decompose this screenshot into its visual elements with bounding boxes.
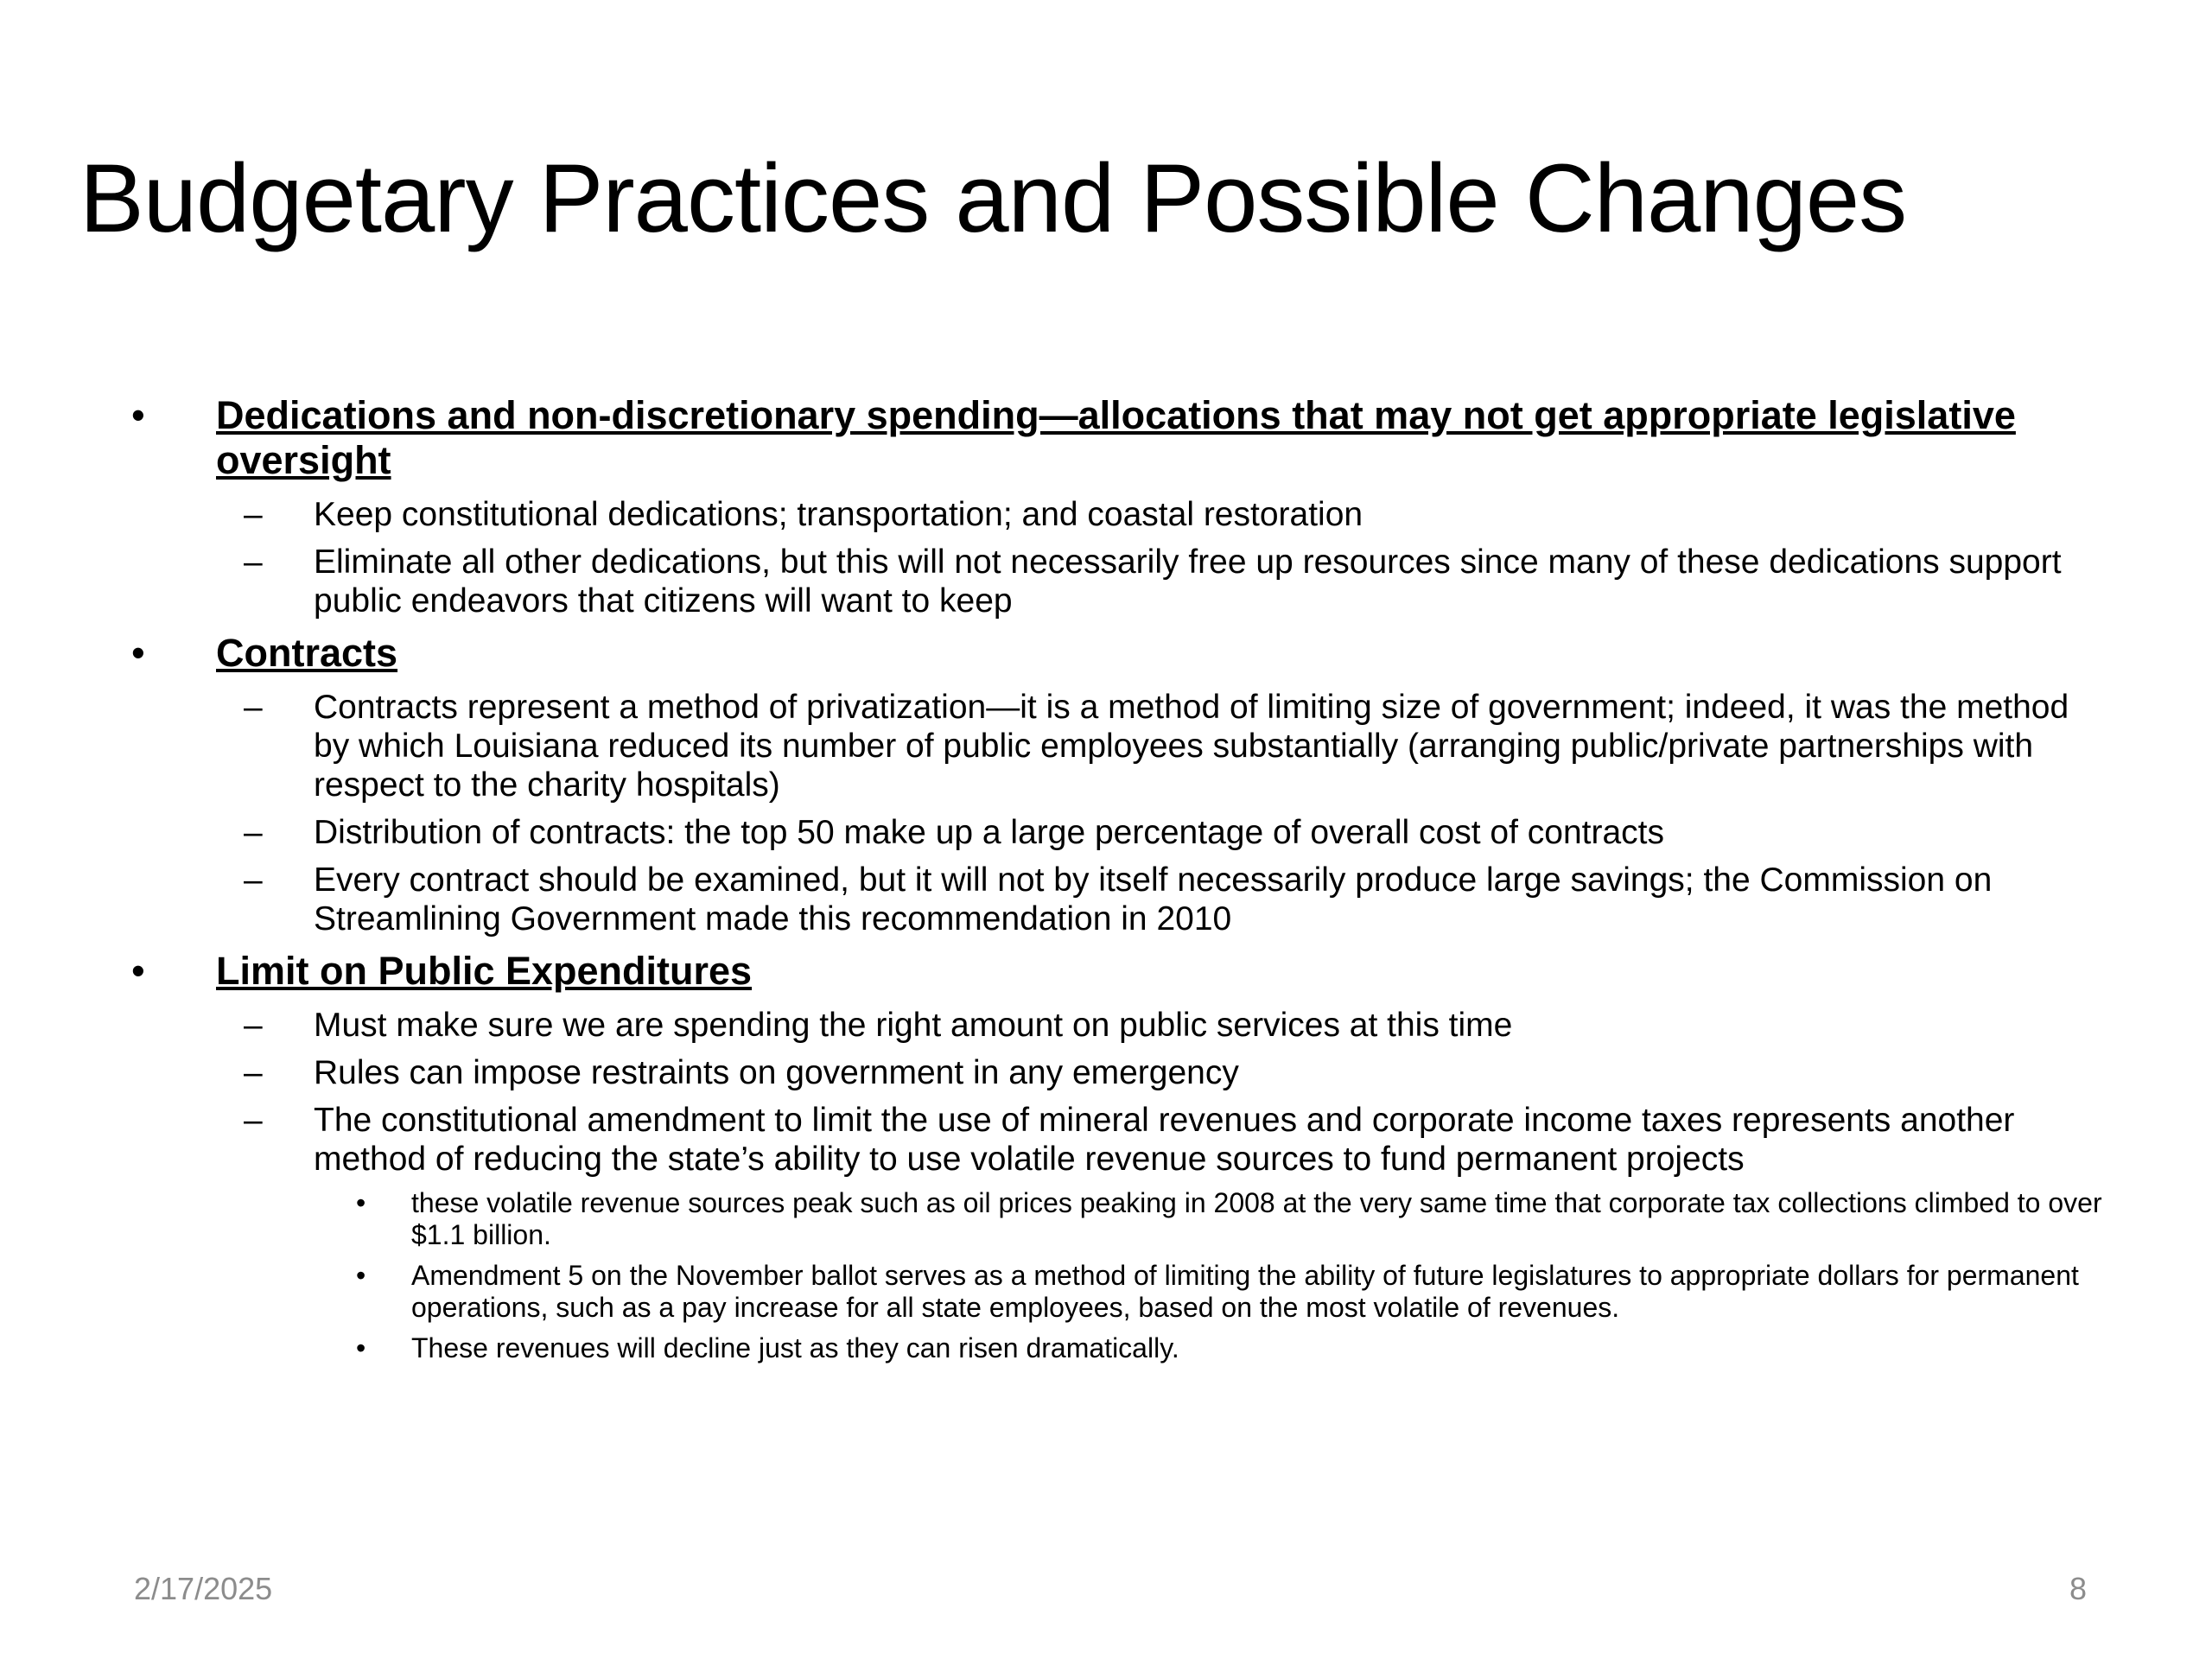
section-heading-contracts xyxy=(0,631,2100,676)
dash-marker: – xyxy=(244,814,263,851)
bullet-marker: • xyxy=(131,393,145,437)
slide-title: Budgetary Practices and Possible Changes xyxy=(79,144,1907,252)
sub-list-item-text: these volatile revenue sources peak such as oil prices peaking in 2008 at the very same time that corporate tax collections climbed to over $1.1 billion. xyxy=(411,1187,2102,1250)
list-item-text: Every contract should be examined, but it will not by itself necessarily produce large savings; the Commission on Streamlining Government made this recommendation in 2010 xyxy=(314,861,1993,938)
list-item xyxy=(0,861,2076,938)
list-item-text: The constitutional amendment to limit the use of mineral revenues and corporate income taxes represents another method of reducing the state’s ability to use volatile revenue sources to fund permanent projects xyxy=(314,1102,2015,1178)
dash-marker: – xyxy=(244,689,263,726)
section-heading-text: Dedications and non-discretionary spending—allocations that may not get appropriate legislative oversight xyxy=(216,393,2016,482)
dash-marker: – xyxy=(244,543,263,581)
bullet-marker: • xyxy=(131,631,145,675)
slide-body xyxy=(0,393,2212,1373)
bullet-marker: • xyxy=(356,1260,366,1291)
list-item xyxy=(0,1053,2076,1092)
dash-marker: – xyxy=(244,861,263,899)
dash-marker: – xyxy=(244,1102,263,1139)
bullet-marker: • xyxy=(356,1187,366,1218)
section-heading-text: Contracts xyxy=(216,631,398,675)
sub-list-item xyxy=(0,1260,2105,1324)
dash-marker: – xyxy=(244,1054,263,1091)
list-item xyxy=(0,688,2076,804)
list-item-text: Distribution of contracts: the top 50 make up a large percentage of overall cost of contracts xyxy=(314,814,1665,851)
sub-list-item xyxy=(0,1332,2105,1364)
list-item-text: Must make sure we are spending the right amount on public services at this time xyxy=(314,1007,1513,1044)
sub-list-item-text: These revenues will decline just as they can risen dramatically. xyxy=(411,1332,1179,1363)
list-item-text: Contracts represent a method of privatization—it is a method of limiting size of government; indeed, it was the method by which Louisiana reduced its number of public employees substantially (arranging public/private partnerships with respect to the charity hospitals) xyxy=(314,689,2069,804)
dash-marker: – xyxy=(244,496,263,533)
list-item xyxy=(0,543,2076,620)
section-heading-limit-on-public-expenditures xyxy=(0,949,2100,994)
bullet-marker: • xyxy=(356,1332,366,1363)
list-item xyxy=(0,813,2076,852)
section-heading-dedications xyxy=(0,393,2100,483)
dash-marker: – xyxy=(244,1007,263,1044)
bullet-marker: • xyxy=(131,949,145,993)
page-number: 8 xyxy=(2069,1571,2088,1606)
sub-list-item-text: Amendment 5 on the November ballot serves as a method of limiting the ability of future legislatures to appropriate dollars for permanent operations, such as a pay increase for all state employees, based on the most volatile of revenues. xyxy=(411,1260,2079,1323)
sub-list-item xyxy=(0,1187,2105,1251)
section-heading-text: Limit on Public Expenditures xyxy=(216,949,753,993)
list-item-text: Keep constitutional dedications; transportation; and coastal restoration xyxy=(314,496,1363,533)
list-item-text: Rules can impose restraints on government in any emergency xyxy=(314,1054,1239,1091)
footer-date: 2/17/2025 xyxy=(134,1571,273,1606)
list-item xyxy=(0,495,2076,534)
list-item xyxy=(0,1006,2076,1045)
list-item-text: Eliminate all other dedications, but this will not necessarily free up resources since many of these dedications support public endeavors that citizens will want to keep xyxy=(314,543,2062,620)
list-item xyxy=(0,1101,2076,1179)
